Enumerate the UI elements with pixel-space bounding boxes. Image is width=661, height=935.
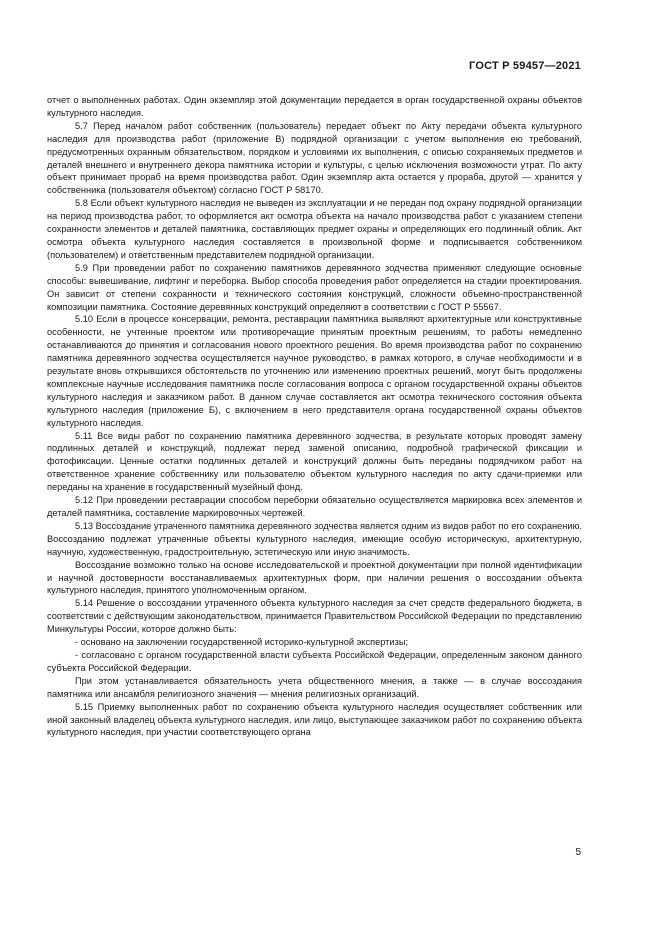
document-body (47, 94, 582, 739)
paragraph-5-10: 5.10 Если в процессе консервации, ремонта, реставрации памятника выявляют архитектурные или конструктивные особенности, не учтенные проектом или противоречащие принятым проектным решениям, то работы немедленно останавливаются до принятия и согласования нового проектного решения. Во время производства работ по сохранению памятника деревянного зодчества осуществляется научное руководство, в рамках которого, в случае необходимости и в результате вновь открывшихся обстоятельств по уточнению или изменению проектных решений, могут быть продолжены комплексные научные исследования памятника после согласования вопроса с органом государственной охраны объектов культурного наследия и заказчиком работ. В данном случае составляется акт осмотра технического состояния объекта культурного наследия (приложение Б), с включением в него представителя органа государственной охраны объектов культурного наследия. (47, 314, 582, 428)
paragraph-continuation: отчет о выполненных работах. Один экземпляр этой документации передается в орган государственной охраны объектов культурного наследия. (47, 95, 582, 118)
page-number: 5 (575, 847, 581, 858)
paragraph-5-8: 5.8 Если объект культурного наследия не выведен из эксплуатации и не передан под охрану подрядной организации на период производства работ, то оформляется акт осмотра объекта на начало производства работ с указанием степени сохранности элементов и деталей памятника, составляющих предмет охраны и определяющих его подлинный облик. Акт осмотра объекта культурного наследия составляется в произвольной форме и подписывается собственником (пользователем) и ответственным представителем подрядной организации. (47, 198, 582, 260)
paragraph-recreation: Воссоздание возможно только на основе исследовательской и проектной документации при полной идентификации и научной достоверности восстанавливаемых архитектурных форм, при наличии решения о воссоздании объекта культурного наследия, принятого уполномоченным органом. (47, 559, 582, 596)
paragraph-5-13: 5.13 Воссоздание утраченного памятника деревянного зодчества является одним из видов работ по его сохранению. Воссозданию подлежат утраченные объекты культурного наследия, имеющие особую историческую, архитектурную, научную, художественную, градостроительную, эстетическую или иную значимость. (47, 520, 582, 557)
paragraph-public-opinion: При этом устанавливается обязательность учета общественного мнения, а также — в случае воссоздания памятника или ансамбля религиозного значения — мнения религиозных организаций. (47, 675, 582, 699)
paragraph-5-12: 5.12 При проведении реставрации способом переборки обязательно осуществляется маркировка всех элементов и деталей памятника, составление маркировочных чертежей. (47, 495, 582, 518)
list-item-expertise: - основано на заключении государственной историко-культурной экспертизы; (75, 637, 409, 648)
paragraph-5-14: 5.14 Решение о воссоздании утраченного объекта культурного наследия за счет средств федерального бюджета, в соответствии с действующим законодательством, принимается Правительством Российской Федерации по представлению Минкультуры России, которое должно быть: (47, 598, 582, 635)
paragraph-5-15: 5.15 Приемку выполненных работ по сохранению объекта культурного наследия осуществляет собственник или иной законный владелец объекта культурного наследия, или лицо, выступающее заказчиком работ по сохранению объекта культурного наследия, при участии соответствующего органа (47, 701, 582, 738)
document-code-header: ГОСТ Р 59457—2021 (469, 60, 581, 72)
list-item-agreement: - согласовано с органом государственной власти субъекта Российской Федерации, определенным законом данного субъекта Российской Федерации. (47, 649, 582, 673)
paragraph-5-7: 5.7 Перед началом работ собственник (пользователь) передает объект по Акту передачи объекта культурного наследия для производства работ (приложение В) подрядной организации с учетом выполнения ею требований, предусмотренных охранным обязательством, порядком и условиями их выполнения, с описью сохраняемых предметов и деталей внешнего и внутреннего декора памятника истории и культуры, с целью исключения возможности утрат. По акту объект принимает прораб на время производства работ. Один экземпляр акта остается у прораба, другой — хранится у собственника (пользователя объектом) согласно ГОСТ Р 58170. (47, 120, 582, 196)
paragraph-5-9: 5.9 При проведении работ по сохранению памятников деревянного зодчества применяют следующие основные способы: вывешивание, лифтинг и переборка. Выбор способа проведения работ определяется на стадии проектирования. Он зависит от степени сохранности и технического состояния конструкций, сложности объемно-пространственной композиции памятника. Состояние деревянных конструкций определяют в соответствии с ГОСТ Р 55567. (47, 262, 582, 312)
paragraph-5-11: 5.11 Все виды работ по сохранению памятника деревянного зодчества, в результате которых проводят замену подлинных деталей и конструкций, подлежат перед заменой описанию, подробной графической фиксации и фотофиксации. Ценные остатки подлинных деталей и конструкций должны быть переданы подрядчиком работ на ответственное хранение собственнику или пользователю объектом культурного наследия по акту сдачи-приемки или переданы на хранение в государственный музейный фонд. (47, 430, 582, 493)
